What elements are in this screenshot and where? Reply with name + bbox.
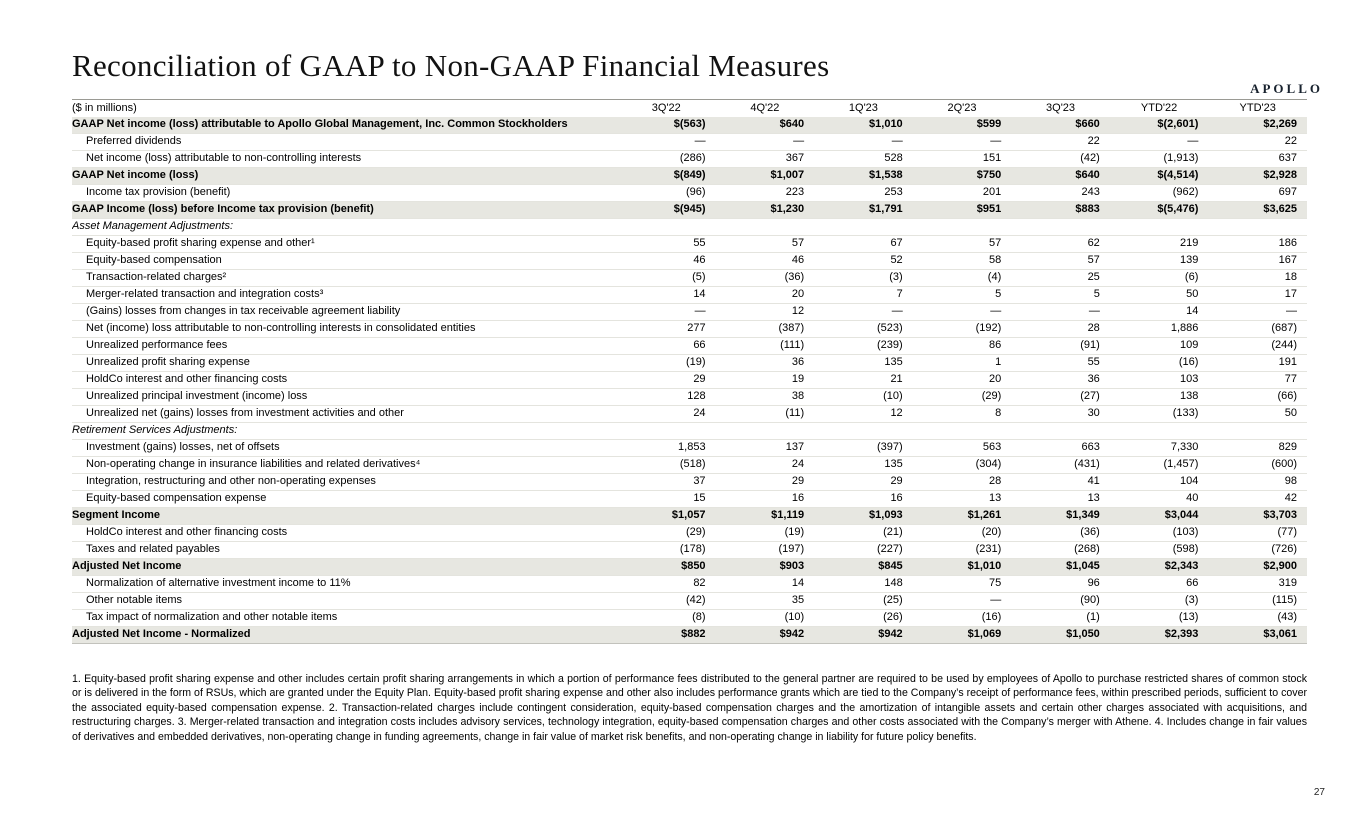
cell-value: $883: [1075, 203, 1100, 215]
cell-value: 319: [1278, 577, 1297, 589]
cell-value: $1,010: [967, 560, 1002, 572]
reconciliation-table: [72, 99, 1307, 644]
cell-value: $2,900: [1263, 560, 1297, 572]
cell-value: 829: [1278, 441, 1297, 453]
cell-value: [617, 218, 716, 235]
table-row: [72, 524, 1307, 541]
cell-value: (133): [1172, 407, 1199, 419]
cell-value: $(945): [673, 203, 706, 215]
cell-value: (111): [780, 339, 805, 351]
cell-value: 14: [1186, 305, 1199, 317]
cell-value: [1011, 218, 1110, 235]
row-label: Adjusted Net Income - Normalized: [72, 628, 251, 640]
column-header: 2Q'23: [947, 101, 977, 114]
cell-value: 16: [791, 492, 805, 504]
column-header: 3Q'23: [1046, 101, 1076, 114]
cell-value: [716, 422, 815, 439]
cell-value: $1,093: [869, 509, 903, 521]
cell-value: 82: [693, 577, 706, 589]
cell-value: (962): [1172, 186, 1199, 198]
cell-value: (10): [883, 390, 903, 402]
table-row: [72, 167, 1307, 184]
cell-value: 201: [982, 186, 1002, 198]
cell-value: (1,913): [1163, 152, 1199, 164]
cell-value: 103: [1180, 373, 1199, 385]
table-row: [72, 490, 1307, 507]
cell-value: $1,010: [869, 118, 903, 130]
cell-value: 167: [1278, 254, 1297, 266]
cell-value: 8: [995, 407, 1002, 419]
cell-value: 137: [785, 441, 805, 453]
table-body: [72, 117, 1307, 644]
cell-value: 22: [1087, 135, 1100, 147]
row-label: Equity-based profit sharing expense and other¹: [86, 237, 315, 249]
row-label: GAAP Net income (loss): [72, 169, 199, 181]
cell-value: $1,791: [869, 203, 903, 215]
cell-value: (11): [785, 407, 805, 419]
table-row: [72, 320, 1307, 337]
cell-value: 1: [995, 356, 1002, 368]
cell-value: 13: [989, 492, 1002, 504]
cell-value: 62: [1087, 237, 1100, 249]
cell-value: 1,886: [1170, 322, 1199, 334]
table-row: [72, 626, 1307, 643]
cell-value: (19): [784, 526, 805, 538]
table-row: [72, 558, 1307, 575]
cell-value: 367: [785, 152, 805, 164]
cell-value: 28: [1087, 322, 1100, 334]
table-row: [72, 150, 1307, 167]
apollo-logo: APOLLO: [1250, 81, 1323, 96]
cell-value: (16): [981, 611, 1002, 623]
cell-value: 15: [693, 492, 706, 504]
table-row: [72, 439, 1307, 456]
cell-value: $1,057: [671, 509, 706, 521]
cell-value: (431): [1074, 458, 1100, 470]
cell-value: $1,007: [770, 169, 805, 181]
cell-value: (103): [1172, 526, 1199, 538]
cell-value: (268): [1074, 543, 1100, 555]
cell-value: (178): [679, 543, 706, 555]
cell-value: 36: [791, 356, 805, 368]
cell-value: [1011, 422, 1110, 439]
cell-value: (96): [686, 186, 706, 198]
row-label: Preferred dividends: [86, 135, 182, 147]
cell-value: 7: [896, 288, 903, 300]
cell-value: 46: [791, 254, 805, 266]
cell-value: $951: [976, 203, 1002, 215]
row-label: Integration, restructuring and other non-operating expenses: [86, 475, 376, 487]
row-label: Equity-based compensation expense: [86, 492, 267, 504]
reconciliation-table-container: [72, 99, 1307, 644]
row-label: HoldCo interest and other financing costs: [86, 526, 288, 538]
row-label: Normalization of alternative investment income to 11%: [86, 577, 351, 589]
page-title: Reconciliation of GAAP to Non-GAAP Financial Measures: [72, 48, 830, 83]
table-row: [72, 388, 1307, 405]
cell-value: —: [891, 135, 903, 147]
table-row: [72, 117, 1307, 134]
row-label: Unrealized performance fees: [86, 339, 228, 351]
cell-value: 5: [1093, 288, 1100, 300]
table-row: [72, 201, 1307, 218]
cell-value: (387): [778, 322, 805, 334]
cell-value: (286): [679, 152, 706, 164]
cell-value: 20: [989, 373, 1002, 385]
cell-value: $599: [976, 118, 1002, 130]
cell-value: 697: [1278, 186, 1297, 198]
table-row: [72, 252, 1307, 269]
cell-value: —: [1187, 135, 1199, 147]
cell-value: [913, 218, 1012, 235]
cell-value: $640: [779, 118, 805, 130]
row-label: Taxes and related payables: [86, 543, 220, 555]
cell-value: (244): [1271, 339, 1297, 351]
cell-value: (8): [692, 611, 706, 623]
table-header-row: [72, 100, 1307, 117]
row-label: Equity-based compensation: [86, 254, 222, 266]
cell-value: 19: [791, 373, 805, 385]
cell-value: 55: [693, 237, 706, 249]
cell-value: 243: [1081, 186, 1100, 198]
page-number: 27: [1313, 787, 1325, 798]
cell-value: (231): [975, 543, 1002, 555]
cell-value: [1208, 422, 1307, 439]
cell-value: —: [1286, 305, 1297, 317]
cell-value: 50: [1284, 407, 1297, 419]
cell-value: 109: [1180, 339, 1199, 351]
cell-value: (397): [877, 441, 903, 453]
cell-value: 135: [884, 356, 903, 368]
row-label: Unrealized principal investment (income) loss: [86, 390, 308, 402]
table-row: [72, 541, 1307, 558]
cell-value: [1110, 422, 1209, 439]
cell-value: $750: [976, 169, 1002, 181]
cell-value: 528: [884, 152, 903, 164]
table-row: [72, 354, 1307, 371]
cell-value: (726): [1271, 543, 1297, 555]
row-label: (Gains) losses from changes in tax receivable agreement liability: [86, 305, 401, 317]
cell-value: $2,393: [1164, 628, 1199, 640]
cell-value: 1,853: [678, 441, 706, 453]
cell-value: 40: [1186, 492, 1199, 504]
cell-value: 139: [1180, 254, 1199, 266]
table-row: [72, 592, 1307, 609]
cell-value: [716, 218, 815, 235]
cell-value: [617, 422, 716, 439]
cell-value: 66: [693, 339, 706, 351]
table-row: [72, 286, 1307, 303]
row-label: Net income (loss) attributable to non-controlling interests: [86, 152, 362, 164]
cell-value: (115): [1272, 594, 1297, 606]
column-header: 4Q'22: [750, 101, 780, 114]
cell-value: 253: [884, 186, 903, 198]
cell-value: (523): [877, 322, 903, 334]
cell-value: 5: [995, 288, 1002, 300]
cell-value: $1,050: [1066, 628, 1100, 640]
table-row: [72, 405, 1307, 422]
cell-value: (10): [784, 611, 805, 623]
cell-value: (29): [686, 526, 706, 538]
cell-value: 7,330: [1170, 441, 1199, 453]
cell-value: 36: [1087, 373, 1100, 385]
cell-value: (6): [1184, 271, 1199, 283]
cell-value: $3,044: [1164, 509, 1199, 521]
cell-value: 138: [1180, 390, 1199, 402]
cell-value: 25: [1087, 271, 1100, 283]
cell-value: 13: [1087, 492, 1100, 504]
row-label: GAAP Income (loss) before Income tax provision (benefit): [72, 203, 374, 215]
row-label: Net (income) loss attributable to non-controlling interests in consolidated entities: [86, 322, 476, 334]
row-label: Income tax provision (benefit): [86, 186, 231, 198]
cell-value: $660: [1075, 118, 1100, 130]
table-row: [72, 269, 1307, 286]
cell-value: (1): [1086, 611, 1100, 623]
cell-value: (600): [1271, 458, 1297, 470]
cell-value: 219: [1180, 237, 1199, 249]
cell-value: 14: [693, 288, 706, 300]
table-row: [72, 303, 1307, 320]
cell-value: 67: [890, 237, 903, 249]
cell-value: 21: [890, 373, 903, 385]
cell-value: 637: [1278, 152, 1297, 164]
cell-value: (36): [1080, 526, 1100, 538]
cell-value: (3): [889, 271, 903, 283]
cell-value: (36): [784, 271, 805, 283]
cell-value: 57: [791, 237, 805, 249]
cell-value: $(849): [673, 169, 706, 181]
cell-value: (26): [883, 611, 903, 623]
cell-value: 223: [785, 186, 805, 198]
cell-value: 104: [1180, 475, 1199, 487]
cell-value: 20: [791, 288, 805, 300]
column-header: 3Q'22: [651, 101, 681, 114]
row-label: GAAP Net income (loss) attributable to Apollo Global Management, Inc. Common Stockholders: [72, 118, 568, 130]
row-label: Adjusted Net Income: [72, 560, 182, 572]
cell-value: 12: [890, 407, 903, 419]
cell-value: $2,343: [1164, 560, 1199, 572]
cell-value: 30: [1087, 407, 1100, 419]
unit-label: ($ in millions): [72, 101, 137, 114]
row-label: Unrealized profit sharing expense: [86, 356, 250, 368]
cell-value: 186: [1278, 237, 1297, 249]
cell-value: 38: [791, 390, 805, 402]
cell-value: 57: [1087, 254, 1100, 266]
cell-value: 55: [1087, 356, 1100, 368]
cell-value: —: [694, 135, 706, 147]
column-header: YTD'22: [1140, 101, 1178, 114]
cell-value: [913, 422, 1012, 439]
cell-value: —: [694, 305, 706, 317]
cell-value: 17: [1284, 288, 1297, 300]
cell-value: 96: [1087, 577, 1100, 589]
cell-value: $942: [878, 628, 903, 640]
cell-value: 12: [791, 305, 805, 317]
cell-value: 77: [1284, 373, 1297, 385]
cell-value: 151: [982, 152, 1002, 164]
cell-value: (77): [1277, 526, 1297, 538]
cell-value: $1,045: [1066, 560, 1100, 572]
row-label: Merger-related transaction and integration costs³: [86, 288, 324, 300]
cell-value: 29: [890, 475, 903, 487]
cell-value: 29: [693, 373, 706, 385]
cell-value: (197): [778, 543, 805, 555]
cell-value: 86: [989, 339, 1002, 351]
cell-value: 16: [890, 492, 903, 504]
table-row: [72, 218, 1307, 235]
row-label: Investment (gains) losses, net of offsets: [86, 441, 280, 453]
cell-value: 75: [989, 577, 1002, 589]
row-label: Transaction-related charges²: [86, 271, 227, 283]
cell-value: 50: [1186, 288, 1199, 300]
cell-value: 563: [982, 441, 1002, 453]
table-row: [72, 609, 1307, 626]
cell-value: $1,119: [771, 509, 805, 521]
cell-value: (20): [981, 526, 1002, 538]
cell-value: (5): [692, 271, 706, 283]
cell-value: [1208, 218, 1307, 235]
cell-value: $(563): [673, 118, 706, 130]
cell-value: 128: [687, 390, 706, 402]
cell-value: 18: [1284, 271, 1297, 283]
cell-value: 663: [1081, 441, 1100, 453]
cell-value: 66: [1186, 577, 1199, 589]
cell-value: 24: [693, 407, 706, 419]
cell-value: [814, 422, 913, 439]
cell-value: $1,069: [967, 628, 1002, 640]
row-label: Asset Management Adjustments:: [72, 220, 234, 232]
cell-value: (29): [981, 390, 1002, 402]
cell-value: (90): [1080, 594, 1100, 606]
cell-value: —: [990, 135, 1002, 147]
cell-value: 29: [791, 475, 805, 487]
cell-value: 46: [693, 254, 706, 266]
row-label: HoldCo interest and other financing costs: [86, 373, 288, 385]
cell-value: (4): [987, 271, 1002, 283]
cell-value: (687): [1271, 322, 1297, 334]
cell-value: 35: [791, 594, 805, 606]
cell-value: $882: [681, 628, 706, 640]
cell-value: 277: [687, 322, 706, 334]
row-label: Non-operating change in insurance liabilities and related derivatives⁴: [86, 458, 421, 470]
cell-value: $1,261: [967, 509, 1002, 521]
table-row: [72, 184, 1307, 201]
cell-value: (91): [1080, 339, 1100, 351]
cell-value: [814, 218, 913, 235]
cell-value: (598): [1172, 543, 1199, 555]
cell-value: (25): [883, 594, 903, 606]
cell-value: $1,230: [770, 203, 805, 215]
cell-value: [1110, 218, 1209, 235]
column-header: YTD'23: [1239, 101, 1276, 114]
table-row: [72, 235, 1307, 252]
cell-value: (27): [1080, 390, 1100, 402]
cell-value: (518): [679, 458, 706, 470]
cell-value: 148: [884, 577, 903, 589]
row-label: Tax impact of normalization and other notable items: [86, 611, 338, 623]
cell-value: 52: [890, 254, 903, 266]
cell-value: 41: [1087, 475, 1100, 487]
cell-value: (239): [877, 339, 903, 351]
row-label: Other notable items: [86, 594, 182, 606]
cell-value: (304): [975, 458, 1002, 470]
cell-value: 98: [1284, 475, 1297, 487]
row-label: Unrealized net (gains) losses from investment activities and other: [86, 407, 404, 419]
cell-value: 37: [693, 475, 706, 487]
cell-value: 191: [1278, 356, 1297, 368]
row-label: Retirement Services Adjustments:: [72, 424, 238, 436]
cell-value: $845: [878, 560, 903, 572]
cell-value: 135: [884, 458, 903, 470]
cell-value: 58: [989, 254, 1002, 266]
cell-value: $2,928: [1263, 169, 1297, 181]
cell-value: (42): [1080, 152, 1100, 164]
cell-value: (66): [1277, 390, 1297, 402]
table-row: [72, 456, 1307, 473]
cell-value: (16): [1178, 356, 1199, 368]
cell-value: 14: [791, 577, 805, 589]
cell-value: (192): [975, 322, 1002, 334]
table-row: [72, 133, 1307, 150]
cell-value: $3,703: [1263, 509, 1297, 521]
cell-value: —: [1088, 305, 1100, 317]
cell-value: (21): [883, 526, 903, 538]
cell-value: (42): [686, 594, 706, 606]
footnotes: 1. Equity-based profit sharing expense and other includes certain profit sharing arrangements in which a portion of performance fees distributed to the general partner are required to be used by employees of Apollo to purchase restricted shares of common stock or is delivered in the form of RSUs, which are granted under the Equity Plan. Equity-based profit sharing expense and other also includes performance grants which are tied to the Company’s receipt of performance fees, within prescribed periods, sufficient to cover the associated equity-based compensation expense. 2. Transaction-related charges include contingent consideration, equity-based compensation charges and the amortization of intangible assets and certain other charges associated with acquisitions, and restructuring charges. 3. Merger-related transaction and integration costs includes advisory services, technology integration, equity-based compensation charges and other costs associated with the Company’s merger with Athene. 4. Includes change in fair values of derivatives and embedded derivatives, non-operating change in funding agreements, change in fair value of market risk benefits, and non-operating change in liability for future policy benefits.: [72, 672, 1307, 743]
column-header: 1Q'23: [848, 101, 878, 114]
cell-value: (19): [686, 356, 706, 368]
cell-value: $1,538: [869, 169, 903, 181]
cell-value: (1,457): [1163, 458, 1199, 470]
table-row: [72, 371, 1307, 388]
table-row: [72, 575, 1307, 592]
cell-value: —: [990, 305, 1002, 317]
cell-value: 57: [989, 237, 1002, 249]
cell-value: $640: [1075, 169, 1100, 181]
cell-value: $3,625: [1263, 203, 1297, 215]
cell-value: —: [990, 594, 1002, 606]
table-row: [72, 473, 1307, 490]
cell-value: (3): [1184, 594, 1199, 606]
cell-value: $1,349: [1066, 509, 1100, 521]
cell-value: $903: [779, 560, 805, 572]
row-label: Segment Income: [72, 509, 161, 521]
cell-value: $(5,476): [1157, 203, 1199, 215]
cell-value: 28: [989, 475, 1002, 487]
cell-value: 24: [791, 458, 805, 470]
cell-value: $(4,514): [1157, 169, 1199, 181]
cell-value: $942: [779, 628, 805, 640]
cell-value: $850: [681, 560, 706, 572]
cell-value: —: [793, 135, 805, 147]
cell-value: 42: [1284, 492, 1297, 504]
table-row: [72, 337, 1307, 354]
table-row: [72, 507, 1307, 524]
cell-value: (43): [1277, 611, 1297, 623]
table-row: [72, 422, 1307, 439]
cell-value: $(2,601): [1157, 118, 1199, 130]
cell-value: (227): [877, 543, 903, 555]
cell-value: $2,269: [1263, 118, 1297, 130]
cell-value: $3,061: [1263, 628, 1297, 640]
cell-value: 22: [1284, 135, 1297, 147]
cell-value: —: [891, 305, 903, 317]
cell-value: (13): [1178, 611, 1199, 623]
